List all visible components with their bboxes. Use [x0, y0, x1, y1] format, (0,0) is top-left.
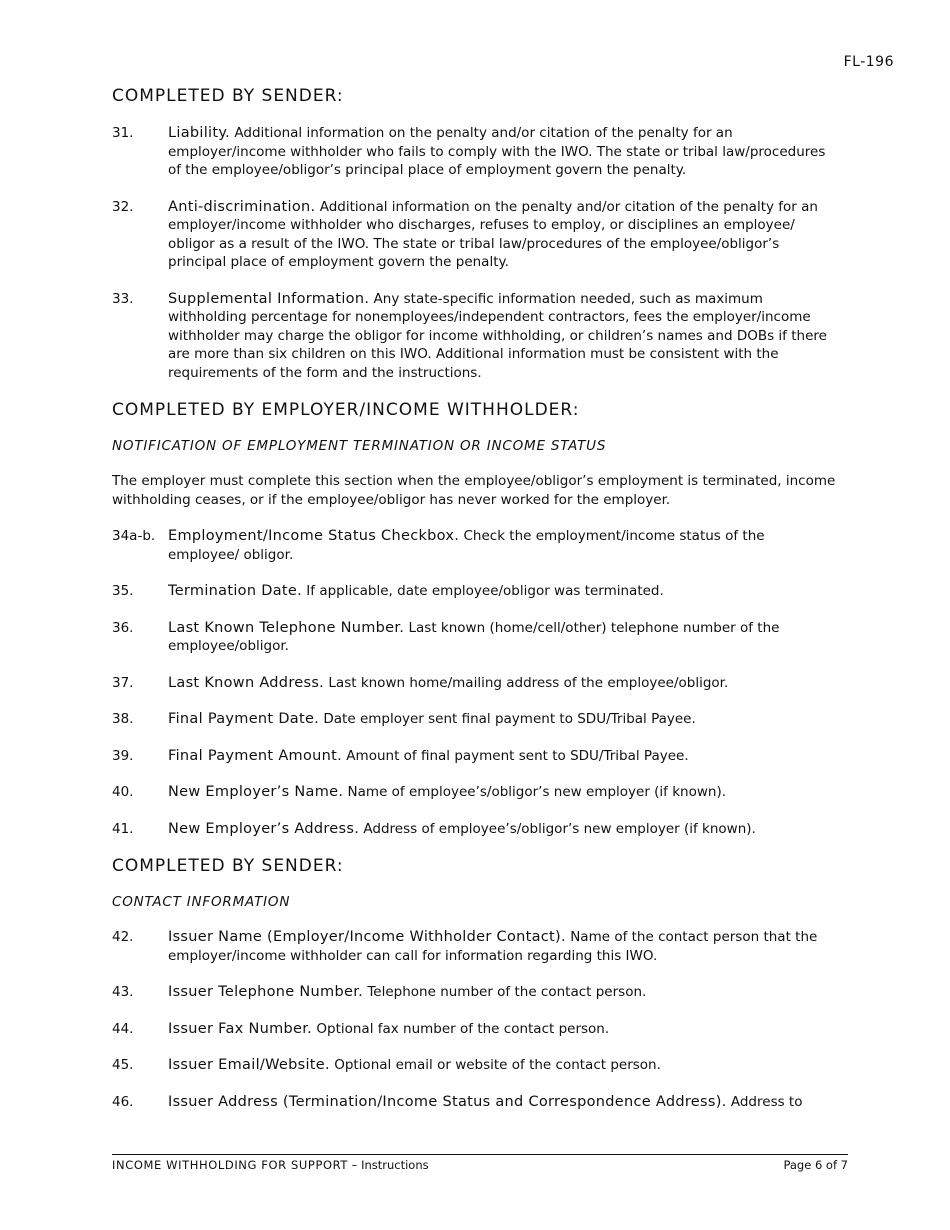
section-heading-sender: COMPLETED BY SENDER: [112, 86, 344, 106]
item-number: 32. [112, 198, 134, 215]
item-number: 45. [112, 1057, 134, 1073]
item-number: 37. [112, 674, 134, 691]
instruction-list [112, 527, 840, 838]
page-footer [112, 1154, 848, 1172]
item-text: Optional fax number of the contact person. [312, 1020, 610, 1037]
instruction-item [112, 747, 840, 766]
item-number: 39. [112, 747, 134, 764]
item-term: New Employer’s Name. [168, 784, 344, 800]
item-text: If applicable, date employee/obligor was terminated. [302, 583, 664, 599]
item-number: 41. [112, 820, 134, 837]
item-term: Liability. [168, 125, 231, 141]
item-text: Telephone number of the contact person. [363, 984, 647, 1000]
item-term: Supplemental Information. [168, 290, 370, 307]
footer-suffix: – Instructions [348, 1158, 429, 1172]
item-text: Additional information on the penalty and/or citation of the penalty for an employer/income withholder who discharges, refuses to employ, or disciplines an employee/ obligor as a result of the IWO. The state or tribal law/procedures of the employee/obligor’s principal place of employment govern the penalty. [168, 198, 818, 270]
item-term: Final Payment Date. [168, 711, 320, 727]
item-number: 33. [112, 290, 134, 307]
footer-form-name: INCOME WITHHOLDING FOR SUPPORT [112, 1158, 349, 1172]
instruction-item [112, 710, 840, 729]
section-heading-sender-contact: COMPLETED BY SENDER: [112, 856, 344, 876]
item-text: Last known (home/cell/other) telephone number of the employee/obligor. [168, 619, 780, 654]
item-term: Issuer Email/Website. [168, 1057, 330, 1073]
item-text: Amount of final payment sent to SDU/Tribal Payee. [342, 747, 689, 764]
item-text: Last known home/mailing address of the employee/obligor. [324, 674, 729, 691]
item-number: 38. [112, 711, 134, 727]
instruction-item [112, 674, 840, 693]
instruction-item [112, 1020, 840, 1039]
instruction-item [112, 783, 840, 802]
item-term: Issuer Name (Employer/Income Withholder Contact). [168, 929, 566, 945]
intro-paragraph: The employer must complete this section when the employee/obligor’s employment is terminated, income withholding ceases, or if the employee/obligor has never worked for the employer. [112, 473, 836, 508]
item-number: 31. [112, 125, 134, 141]
item-number: 46. [112, 1093, 134, 1110]
item-text: Check the employment/income status of the employee/ obligor. [168, 528, 765, 563]
item-term: Termination Date. [168, 583, 302, 599]
item-text: Any state-specific information needed, such as maximum withholding percentage for nonemployees/independent contractors, fees the employer/income withholder may charge the obligor for income withholding, or children’s names and DOBs if there are more than six children on this IWO. Additional information must be consistent with the requirements of the form and the instructions. [168, 290, 827, 381]
item-number: 44. [112, 1020, 134, 1037]
item-number: 43. [112, 984, 134, 1000]
instruction-item [112, 198, 840, 272]
item-text: Optional email or website of the contact person. [329, 1057, 661, 1073]
item-term: Employment/Income Status Checkbox. [168, 528, 460, 544]
instruction-item [112, 124, 840, 180]
item-number: 40. [112, 784, 134, 800]
section-heading-employer: COMPLETED BY EMPLOYER/INCOME WITHHOLDER: [112, 400, 580, 420]
instruction-item [112, 820, 840, 839]
instruction-item [112, 1056, 840, 1075]
item-number: 36. [112, 619, 134, 636]
item-text: Name of employee’s/obligor’s new employer (if known). [343, 784, 727, 800]
footer-title [112, 1158, 429, 1172]
item-text: Additional information on the penalty and/or citation of the penalty for an employer/income withholder who fails to comply with the IWO. The state or tribal law/procedures of the employee/obligor’s principal place of employment govern the penalty. [168, 125, 826, 178]
instruction-item [112, 619, 840, 656]
subsection-heading: CONTACT INFORMATION [112, 894, 291, 910]
instruction-item [112, 582, 840, 601]
item-number: 35. [112, 583, 134, 599]
instruction-item [112, 983, 840, 1002]
document-body [112, 86, 840, 1129]
subsection-heading: NOTIFICATION OF EMPLOYMENT TERMINATION OR INCOME STATUS [112, 438, 607, 454]
instruction-list [112, 124, 840, 382]
item-term: Issuer Fax Number. [168, 1020, 313, 1037]
instruction-item [112, 290, 840, 383]
form-id: FL-196 [843, 54, 894, 70]
item-number: 42. [112, 929, 134, 945]
item-text: Address of employee’s/obligor’s new employer (if known). [359, 820, 756, 837]
item-term: New Employer’s Address. [168, 820, 360, 837]
instruction-item [112, 527, 840, 564]
item-term: Last Known Address. [168, 674, 325, 691]
item-term: Final Payment Amount. [168, 747, 343, 764]
item-text: Date employer sent final payment to SDU/Tribal Payee. [319, 711, 696, 727]
instruction-item [112, 928, 840, 965]
instruction-list [112, 928, 840, 1111]
instruction-item [112, 1093, 840, 1112]
item-term: Issuer Telephone Number. [168, 984, 364, 1000]
page-number: Page 6 of 7 [783, 1158, 848, 1172]
item-text: Name of the contact person that the employer/income withholder can call for information regarding this IWO. [168, 929, 818, 964]
item-number: 34a-b. [112, 528, 156, 544]
item-term: Issuer Address (Termination/Income Status and Correspondence Address). [168, 1093, 727, 1110]
item-term: Anti-discrimination. [168, 198, 316, 215]
item-term: Last Known Telephone Number. [168, 619, 405, 636]
item-text: Address to [726, 1093, 803, 1110]
